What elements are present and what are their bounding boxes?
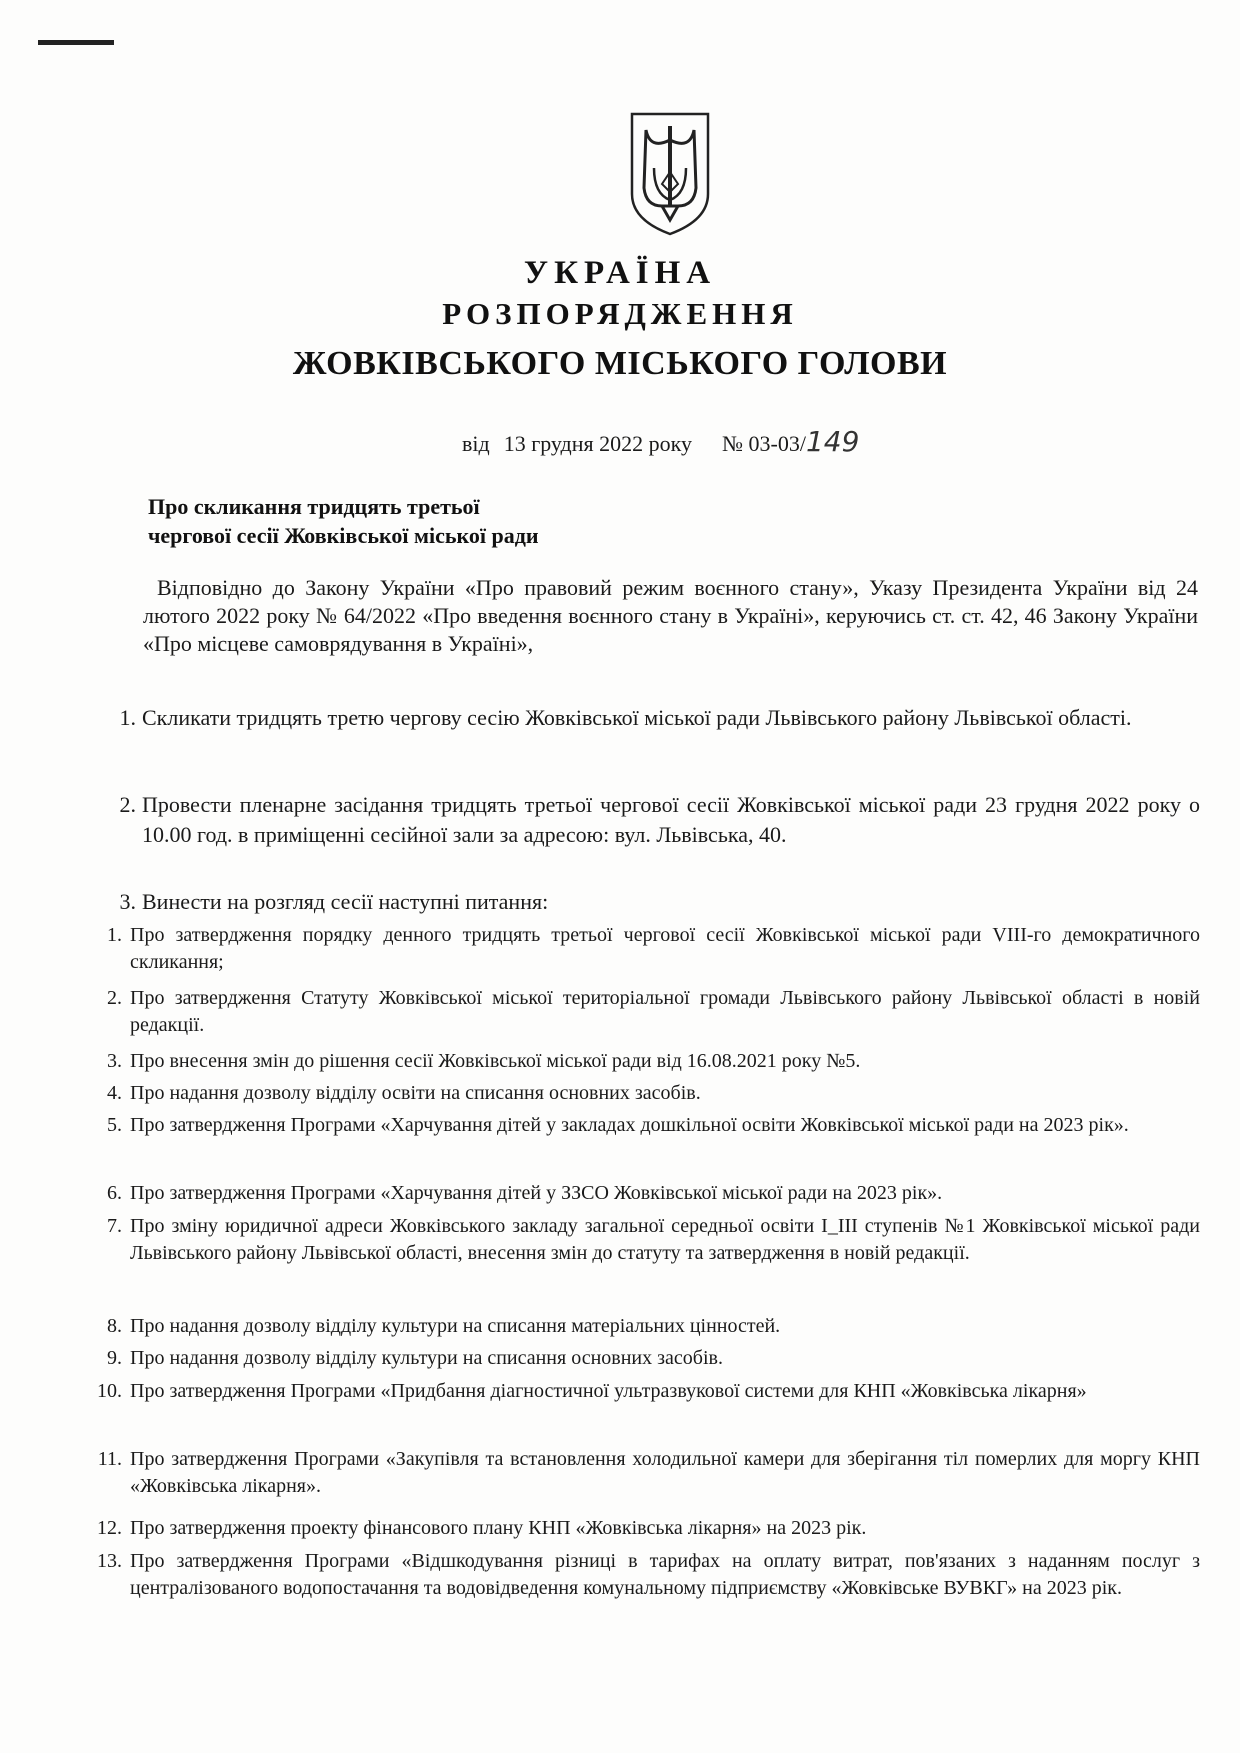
agenda-item (90, 1515, 1200, 1542)
agenda-item (90, 922, 1200, 976)
decree-text: Скликати тридцять третю чергову сесію Жовківської міської ради Львівського району Львівської області. (142, 705, 1132, 730)
agenda-item-number: 5. (107, 1114, 122, 1136)
decree-item (110, 887, 1200, 917)
decree-text: Провести пленарне засідання тридцять третьої чергової сесії Жовківської міської ради 23 грудня 2022 року о 10.00 год. в приміщенні сесійної зали за адресою: вул. Львівська, 40. (142, 792, 1200, 847)
agenda-item (90, 1548, 1200, 1602)
agenda-item-number: 13. (97, 1550, 122, 1572)
agenda-item-text: Про затвердження Програми «Харчування дітей у закладах дошкільної освіти Жовківської міської ради на 2023 рік». (130, 1114, 1129, 1136)
agenda-item-text: Про затвердження проекту фінансового плану КНП «Жовківська лікарня» на 2023 рік. (130, 1517, 867, 1539)
decree-number: 1. (119, 705, 136, 730)
agenda-item-number: 4. (107, 1082, 122, 1104)
date-number-line (462, 425, 859, 458)
agenda-item-text: Про затвердження Програми «Відшкодування різниці в тарифах на оплату витрат, пов'язаних з наданням послуг з централізованого водопостачання та водовідведення комунальному підприємству «Жовківське ВУВКГ» на 2023 рік. (130, 1550, 1200, 1599)
agenda-item-number: 1. (107, 924, 122, 946)
agenda-item (90, 1446, 1200, 1500)
subject-line-1: Про скликання тридцять третьої (148, 494, 480, 519)
document-subject (148, 492, 539, 550)
decree-item (110, 790, 1200, 850)
agenda-item-number: 11. (97, 1448, 122, 1470)
trident-coat-of-arms-icon (628, 110, 712, 238)
agenda-item-text: Про затвердження Програми «Придбання діагностичної ультразвукової системи для КНП «Жовківська лікарня» (130, 1380, 1087, 1402)
agenda-item-number: 9. (107, 1347, 122, 1369)
country-heading: УКРАЇНА (523, 255, 717, 291)
agenda-item-text: Про надання дозволу відділу культури на списання матеріальних цінностей. (130, 1315, 781, 1337)
handwritten-document-number: 149 (805, 425, 860, 458)
agenda-item (90, 985, 1200, 1039)
document-type-heading: РОЗПОРЯДЖЕННЯ (442, 296, 798, 331)
decree-number: 3. (119, 889, 136, 914)
agenda-item (90, 1112, 1200, 1139)
agenda-item (90, 1213, 1200, 1267)
agenda-item (90, 1180, 1200, 1207)
agenda-item-text: Про надання дозволу відділу культури на списання основних засобів. (130, 1347, 723, 1369)
subject-line-2: чергової сесії Жовківської міської ради (148, 523, 539, 548)
agenda-item-text: Про надання дозволу відділу освіти на списання основних засобів. (130, 1082, 701, 1104)
agenda-item-text: Про зміну юридичної адреси Жовківського закладу загальної середньої освіти І_ІІІ ступенів №1 Жовківської міської ради Львівського району Львівської області, внесення змін до статуту та затвердження в новій редакції. (130, 1215, 1200, 1264)
scan-edge-mark (38, 40, 114, 45)
agenda-item-number: 8. (107, 1315, 122, 1337)
agenda-item-text: Про затвердження Програми «Харчування дітей у ЗЗСО Жовківської міської ради на 2023 рік». (130, 1182, 943, 1204)
agenda-item (90, 1313, 1200, 1340)
issuer-heading: ЖОВКІВСЬКОГО МІСЬКОГО ГОЛОВИ (292, 345, 948, 382)
agenda-item-number: 2. (107, 987, 122, 1009)
decree-text: Винести на розгляд сесії наступні питання: (142, 889, 549, 914)
document-date: 13 грудня 2022 року (503, 431, 693, 456)
agenda-item (90, 1080, 1200, 1107)
date-prefix: від (462, 431, 490, 456)
decree-item (110, 703, 1200, 733)
agenda-item-text: Про затвердження Статуту Жовківської міської територіальної громади Львівського району Львівської області в новій редакції. (130, 987, 1200, 1036)
agenda-item-text: Про внесення змін до рішення сесії Жовківської міської ради від 16.08.2021 року №5. (130, 1050, 861, 1072)
agenda-item-number: 12. (97, 1517, 122, 1539)
agenda-item-number: 3. (107, 1050, 122, 1072)
agenda-item-text: Про затвердження порядку денного тридцять третьої чергової сесії Жовківської міської ради VIII-го демократичного скликання; (130, 924, 1200, 973)
agenda-item (90, 1345, 1200, 1372)
document-number-prefix: № 03-03/ (722, 431, 806, 456)
agenda-item-text: Про затвердження Програми «Закупівля та встановлення холодильної камери для зберігання тіл померлих для моргу КНП «Жовківська лікарня». (130, 1448, 1200, 1497)
agenda-item-number: 7. (107, 1215, 122, 1237)
agenda-item (90, 1378, 1200, 1405)
decree-number: 2. (119, 792, 136, 817)
preamble-paragraph: Відповідно до Закону України «Про правовий режим воєнного стану», Указу Президента України від 24 лютого 2022 року № 64/2022 «Про введення воєнного стану в Україні», керуючись ст. ст. 42, 46 Закону України «Про місцеве самоврядування в Україні», (143, 575, 1198, 656)
agenda-item (90, 1048, 1200, 1075)
agenda-item-number: 6. (107, 1182, 122, 1204)
agenda-item-number: 10. (97, 1380, 122, 1402)
